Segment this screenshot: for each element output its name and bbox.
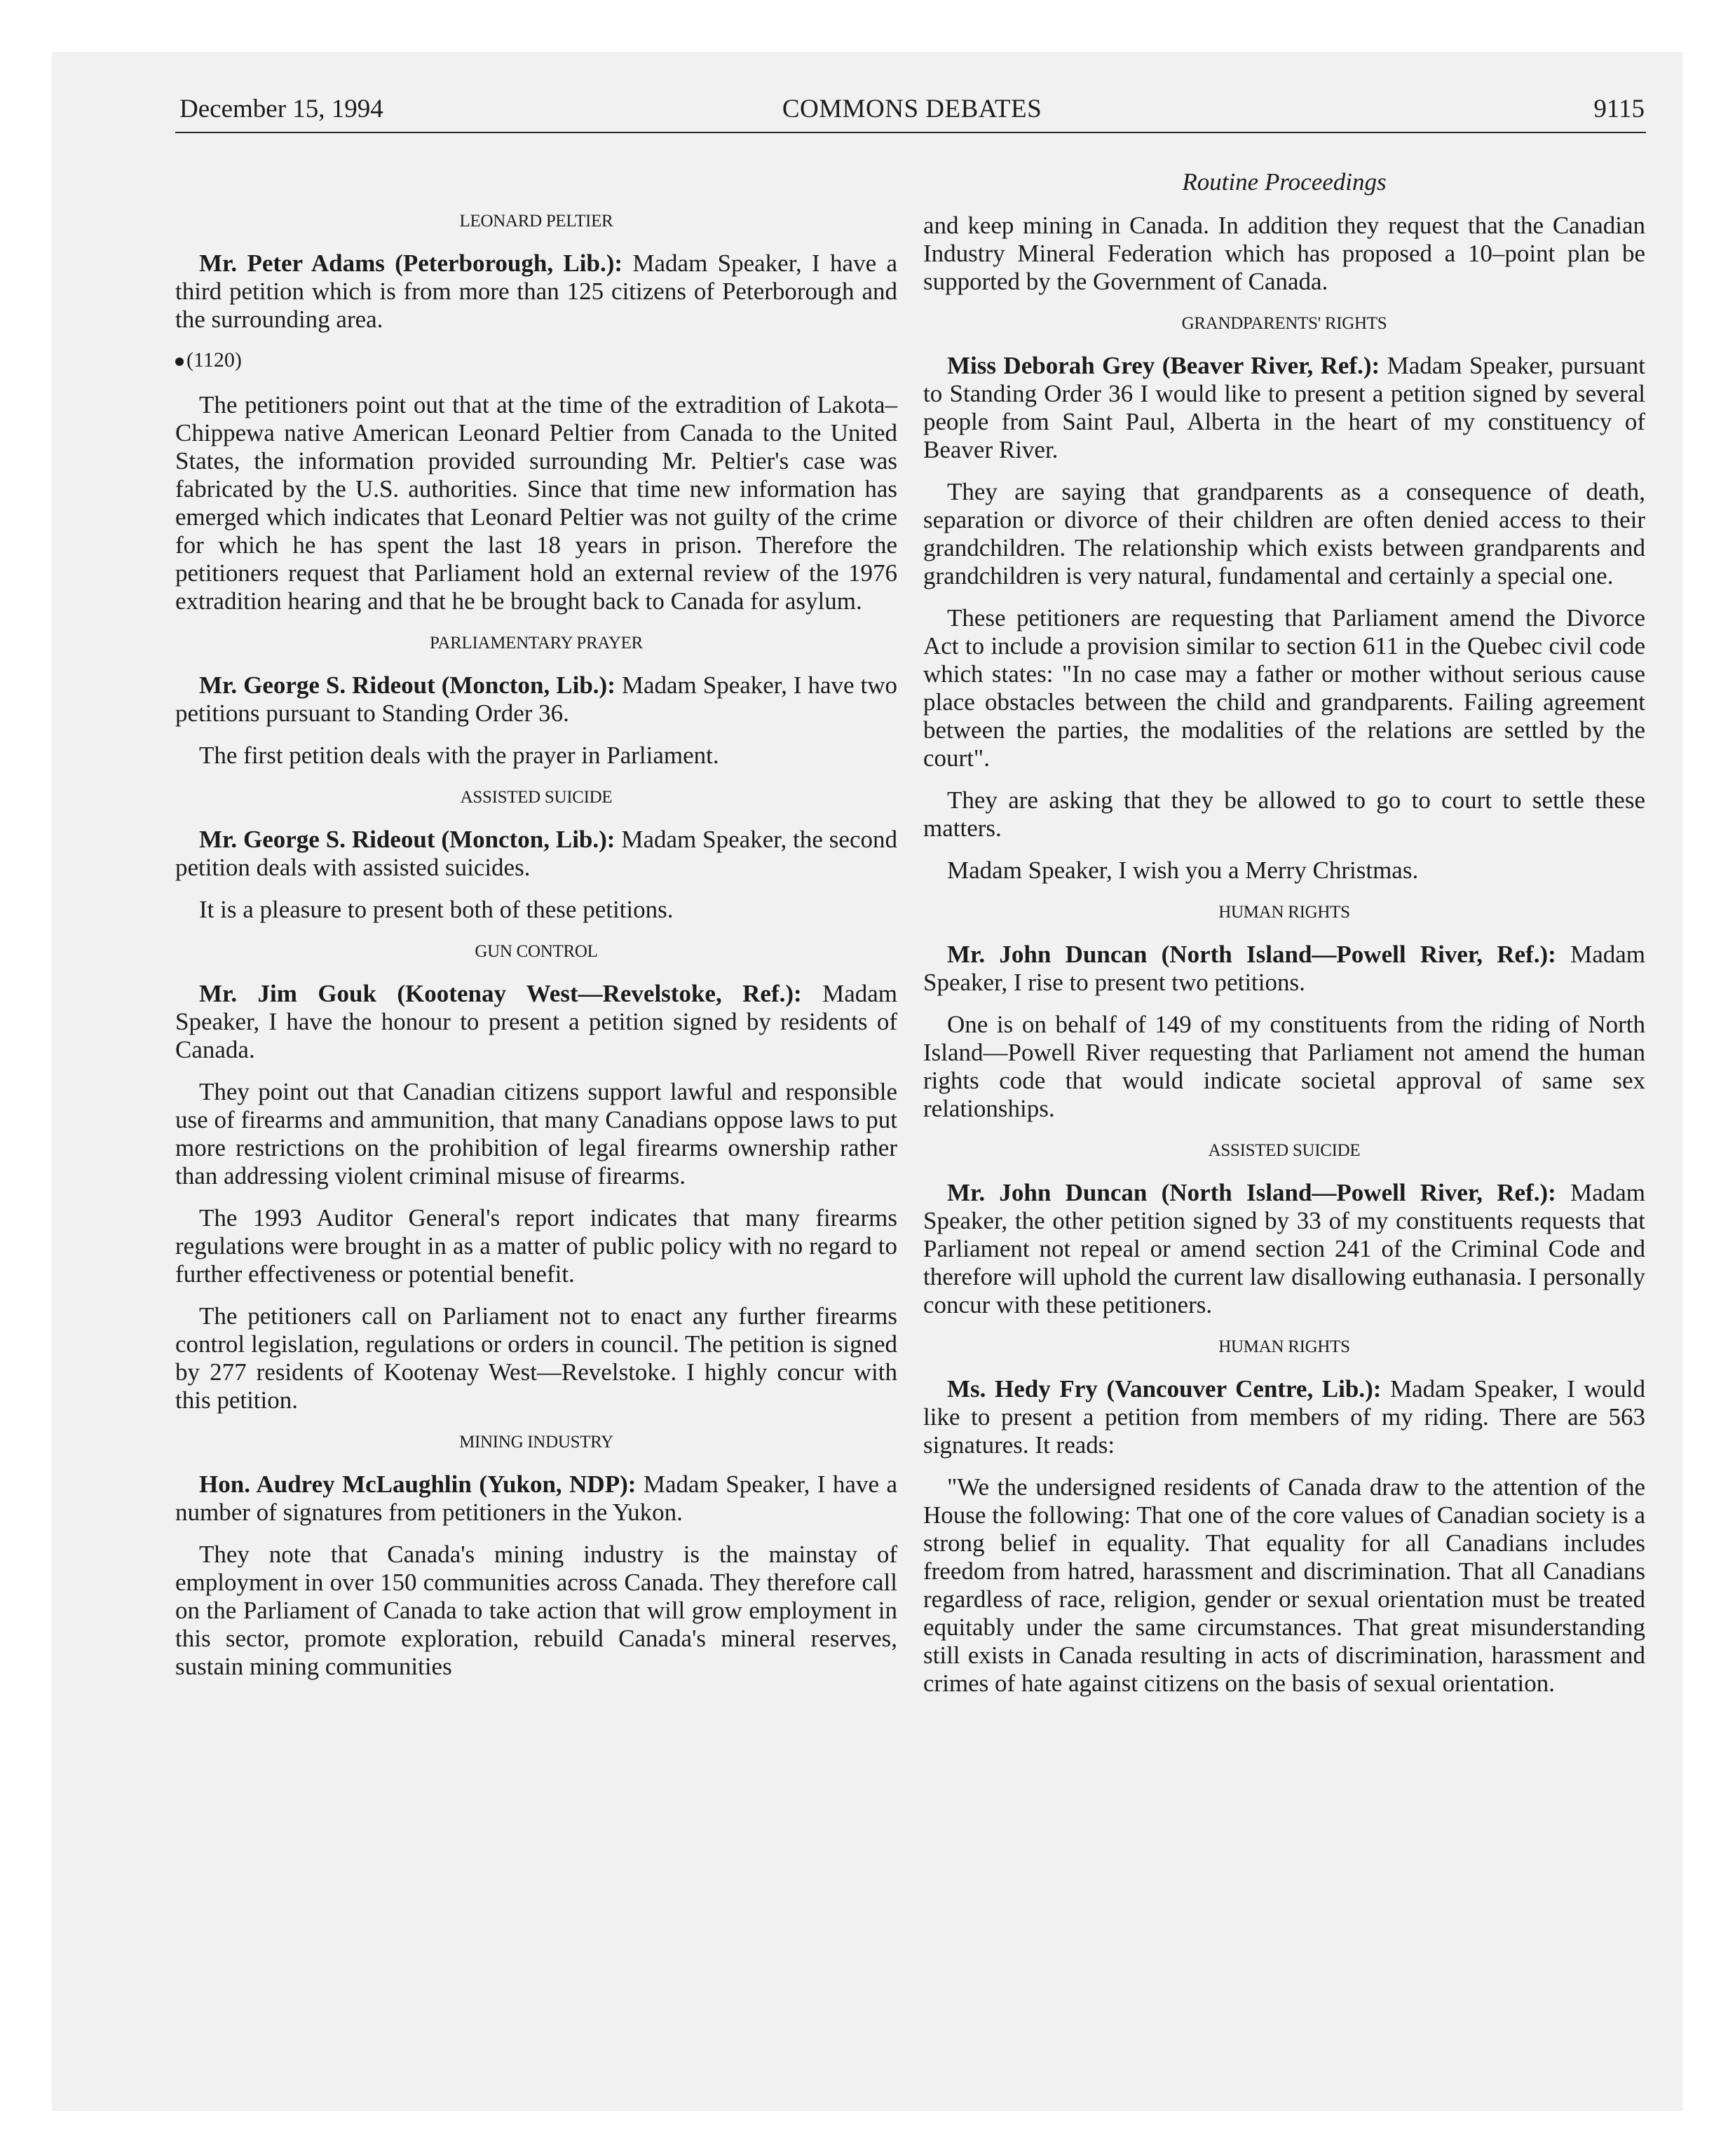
speaker-name: Mr. Jim Gouk (Kootenay West—Revelstoke, Ref.): (199, 980, 802, 1007)
speech-paragraph (175, 250, 897, 334)
speaker-name: Mr. Peter Adams (Peterborough, Lib.): (199, 250, 623, 277)
speech-text: Madam Speaker, I have the honour to present a petition signed by residents of Canada. (175, 980, 897, 1063)
section-heading: ASSISTED SUICIDE (1208, 1141, 1361, 1160)
time-marker (175, 348, 897, 373)
speech-paragraph (923, 941, 1645, 997)
left-column (175, 212, 897, 1695)
speaker-name: Ms. Hedy Fry (Vancouver Centre, Lib.): (947, 1375, 1382, 1403)
bullet-icon (175, 357, 184, 366)
speech-paragraph (175, 826, 897, 882)
speaker-name: Mr. George S. Rideout (Moncton, Lib.): (199, 826, 615, 853)
body-paragraph: Madam Speaker, I wish you a Merry Christmas. (947, 857, 1419, 884)
body-paragraph: "We the undersigned residents of Canada draw to the attention of the House the following: That one of the core values of Canadian society is a strong belief in equality. That equality for all Canadians includes freedom from hatred, harassment and discrimination. That all Canadians regardless of race, religion, gender or sexual orientation must be treated equitably under the same circumstances. That great misunderstanding still exists in Canada resulting in acts of discrimination, harassment and crimes of hate against citizens on the basis of sexual orientation. (923, 1473, 1645, 1697)
body-paragraph: These petitioners are requesting that Parliament amend the Divorce Act to include a provision similar to section 611 in the Quebec civil code which states: "In no case may a father or mother without serious cause place obstacles between the child and grandparents. Failing agreement between the parties, the modalities of the relations are settled by the court". (923, 604, 1645, 772)
speech-paragraph (923, 352, 1645, 464)
body-paragraph: It is a pleasure to present both of these petitions. (199, 896, 674, 923)
speech-paragraph (923, 1179, 1645, 1319)
speech-text: Madam Speaker, pursuant to Standing Order 36 I would like to present a petition signed by several people from Saint Paul, Alberta in the heart of my constituency of Beaver River. (923, 352, 1645, 463)
speech-text: Madam Speaker, the second petition deals with assisted suicides. (175, 826, 898, 881)
speaker-name: Mr. John Duncan (North Island—Powell River, Ref.): (947, 1179, 1556, 1206)
section-heading: PARLIAMENTARY PRAYER (430, 634, 643, 653)
running-head: Routine Proceedings (1182, 168, 1387, 196)
speech-text: Madam Speaker, I have two petitions pursuant to Standing Order 36. (175, 671, 897, 727)
header-page-number: 9115 (1593, 95, 1645, 123)
header-date: December 15, 1994 (179, 95, 383, 123)
speaker-name: Miss Deborah Grey (Beaver River, Ref.): (947, 352, 1380, 379)
body-paragraph: They point out that Canadian citizens support lawful and responsible use of firearms and ammunition, that many Canadians oppose laws to put more restrictions on the prohibition of legal firearms ownership rather than addressing violent criminal misuse of firearms. (175, 1078, 897, 1189)
continued-paragraph: and keep mining in Canada. In addition they request that the Canadian Industry Mineral Federation which has proposed a 10–point plan be supported by the Government of Canada. (923, 212, 1645, 295)
speech-text: Madam Speaker, the other petition signed by 33 of my constituents requests that Parliament not repeal or amend section 241 of the Criminal Code and therefore will uphold the current law disallowing euthanasia. I personally concur with these petitioners. (923, 1179, 1645, 1318)
speech-text: Madam Speaker, I have a number of signatures from petitioners in the Yukon. (175, 1471, 897, 1526)
speech-paragraph (175, 671, 897, 728)
section-heading: GRANDPARENTS' RIGHTS (1181, 314, 1387, 333)
body-paragraph: The petitioners point out that at the time of the extradition of Lakota–Chippewa native American Leonard Peltier from Canada to the United States, the information provided surrounding Mr. Peltier's case was fabricated by the U.S. authorities. Since that time new information has emerged which indicates that Leonard Peltier was not guilty of the crime for which he has spent the last 18 years in prison. Therefore the petitioners request that Parliament hold an external review of the 1976 extradition hearing and that he be brought back to Canada for asylum. (175, 391, 897, 615)
speaker-name: Mr. John Duncan (North Island—Powell River, Ref.): (947, 941, 1556, 968)
speech-paragraph (175, 980, 897, 1064)
time-text: (1120) (186, 348, 242, 371)
body-paragraph: The 1993 Auditor General's report indicates that many firearms regulations were brought in as a matter of public policy with no regard to further effectiveness or potential benefit. (175, 1204, 897, 1288)
section-heading: HUMAN RIGHTS (1218, 1337, 1350, 1356)
page-header (179, 94, 1645, 133)
body-paragraph: The first petition deals with the prayer in Parliament. (199, 742, 719, 769)
section-heading: ASSISTED SUICIDE (460, 788, 613, 807)
speech-text: Madam Speaker, I would like to present a petition from members of my riding. There are 563 signatures. It reads: (923, 1375, 1645, 1459)
section-heading: GUN CONTROL (475, 942, 598, 961)
speaker-name: Hon. Audrey McLaughlin (Yukon, NDP): (199, 1471, 637, 1498)
speech-text: Madam Speaker, I rise to present two petitions. (923, 941, 1645, 996)
body-paragraph: One is on behalf of 149 of my constituents from the riding of North Island—Powell River requesting that Parliament not amend the human rights code that would indicate societal approval of same sex relationships. (923, 1011, 1645, 1122)
body-paragraph: They note that Canada's mining industry is the mainstay of employment in over 150 communities across Canada. They therefore call on the Parliament of Canada to take action that will grow employment in this sector, promote exploration, rebuild Canada's mineral reserves, sustain mining communities (175, 1541, 897, 1680)
body-paragraph: The petitioners call on Parliament not to enact any further firearms control legislation, regulations or orders in council. The petition is signed by 277 residents of Kootenay West—Revelstoke. I highly concur with this petition. (175, 1302, 897, 1414)
section-heading: HUMAN RIGHTS (1218, 903, 1350, 922)
speech-paragraph (175, 1471, 897, 1527)
speech-paragraph (923, 1375, 1645, 1459)
header-rule (175, 132, 1646, 133)
section-heading: MINING INDUSTRY (459, 1433, 613, 1452)
body-paragraph: They are saying that grandparents as a consequence of death, separation or divorce of their children are often denied access to their grandchildren. The relationship which exists between grandparents and grandchildren is very natural, fundamental and certainly a special one. (923, 478, 1645, 589)
body-paragraph: They are asking that they be allowed to go to court to settle these matters. (923, 786, 1645, 842)
right-column (923, 212, 1645, 1712)
speaker-name: Mr. George S. Rideout (Moncton, Lib.): (199, 671, 615, 699)
speech-text: Madam Speaker, I have a third petition which is from more than 125 citizens of Peterborough and the surrounding area. (175, 250, 898, 333)
header-publication: COMMONS DEBATES (782, 95, 1042, 123)
section-heading: LEONARD PELTIER (459, 212, 613, 231)
